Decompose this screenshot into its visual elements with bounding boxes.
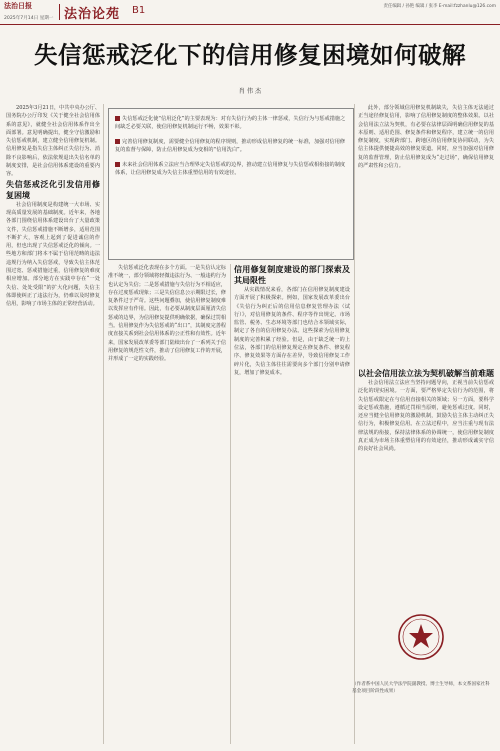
body-paragraph: 失信惩戒泛化表现在多个方面。一是失信认定标准不统一，部分领域将轻微违法行为、一般违约行为也认定为失信；二是惩戒措施与失信行为不相适应，存在过度惩戒现象；三是失信信息公示期限过长，修复条件过于严苛。这些问题叠加，使信用修复制度难以发挥应有作用。因此，有必要从制度层面厘清失信惩戒的边界，为信用修复提供明确依据，确保过罚相当。信用修复作为失信惩戒的“出口”，其制度完善程度直接关系到社会信用体系的公正性和有效性。近年来，国家发展改革委等部门陆续出台了一系列关于信用修复的规范性文件，推动了信用修复工作的开展，并形成了一定的实践经验。 xyxy=(108,265,226,363)
column-2 xyxy=(108,264,226,744)
summary-box xyxy=(108,108,354,260)
author-note: （作者系中国人民大学法学院副教授、博士生导师，本文系国家社科基金项目阶段性成果） xyxy=(352,682,490,695)
subheading-3: 以社会信用法立法为契机破解当前难题 xyxy=(358,369,494,378)
article-headline: 失信惩戒泛化下的信用修复困境如何破解 xyxy=(34,41,466,69)
square-bullet-icon xyxy=(115,116,120,121)
lead-paragraph: 2025年3月21日，中共中央办公厅、国务院办公厅印发《关于健全社会信用体系的意见》，就健全社会信用体系作出全面部署。意见明确提出，健全守信激励和失信惩戒机制，建立健全信用修复机制。信用修复是指失信主体纠正失信行为、消除不良影响后，依法依规退出失信名单的制度安排，是社会信用体系建设的重要内容。 xyxy=(6,105,100,178)
summary-item: 未来社会信用体系立法应当合理界定失信惩戒的边界，推动建立信用修复与失信惩戒相衔接的制度体系，让信用修复成为失信主体重塑信用的有效途径。 xyxy=(115,161,346,177)
body-paragraph: 社会信用法立法应当坚持问题导向，正视当前失信惩戒泛化的现实困境。一方面，要严格界定失信行为的范围，将失信惩戒限定在与信用直接相关的领域；另一方面，要科学设定惩戒措施，遵循过罚相当原则，避免惩戒过度。同时，还应当健全信用修复的激励机制，鼓励失信主体主动纠正失信行为，积极修复信用。在立法过程中，应当注重与现有法律法规的衔接，保持法律体系的协调统一，使信用修复制度真正成为市场主体重塑信用的有效途径，推动形成诚实守信的良好社会风尚。 xyxy=(358,380,494,453)
column-4 xyxy=(358,104,494,364)
article-author: 肖 伟 杰 xyxy=(238,88,262,95)
column-divider xyxy=(103,104,104,744)
editor-info: 责任编辑 / 孙艳 编辑 / 张李 E-mail:fzzhanlu@126.com xyxy=(383,4,496,9)
summary-item: 失信惩戒泛化使“信用泛化”的主要表现为：对有失信行为的主体一律惩戒，失信行为与惩戒措施之间缺乏必要关联，使信用修复机制运行不畅，效果不彰。 xyxy=(115,116,346,131)
column-5 xyxy=(358,368,494,608)
section-title: 法治论苑 xyxy=(64,7,121,22)
page-code: B1 xyxy=(132,5,146,16)
subheading-2: 信用修复制度建设的部门探索及其局限性 xyxy=(234,265,350,285)
masthead-divider xyxy=(59,4,60,20)
column-1 xyxy=(6,104,100,744)
body-paragraph: 从实践情况来看，各部门在信用修复制度建设方面开展了积极探索。例如，国家发展改革委出台《失信行为纠正后的信用信息修复管理办法（试行）》，对信用修复的条件、程序等作出规定。市场监管、税务、生态环境等部门也结合本领域实际，制定了各自的信用修复办法。这些探索为信用修复制度的完善积累了经验。但是，由于缺乏统一的上位法，各部门的信用修复规定在修复条件、修复程序、修复效果等方面存在差异，导致信用修复工作碎片化，失信主体往往需要向多个部门分别申请修复，增加了修复成本。 xyxy=(234,287,350,376)
column-3 xyxy=(234,264,350,744)
subheading-1: 失信惩戒泛化引发信用修复困境 xyxy=(6,179,100,200)
square-bullet-icon xyxy=(115,162,120,167)
summary-item: 完善信用修复制度，需要健全信用修复的程序规则，推动形成信用修复的统一标准，加强对信用修复的监督与保障，防止信用修复成为变相的“信用洗白”。 xyxy=(115,138,346,154)
body-paragraph: 此外，部分领域信用修复机制缺失，失信主体无法通过正当途径修复信用，影响了信用修复制度的整体效果。以社会信用法立法为契机，有必要在法律层面明确信用修复的基本原则、适用范围、修复条件和修复程序，建立统一的信用修复制度，实现跨部门、跨地区的信用修复协同联动，为失信主体提供便捷高效的修复渠道。同时，应当加强对信用修复的监督管理，防止信用修复成为“走过场”，确保信用修复的严肃性和公信力。 xyxy=(358,105,494,170)
issue-date: 2025年7月14日 星期一 xyxy=(4,16,54,21)
body-paragraph: 社会信用制度是构建统一大市场、实现高质量发展的基础制度。近年来，各地各部门围绕信用体系建设出台了大量政策文件，失信惩戒措施不断增多，适用范围不断扩大，客观上起到了促进诚信的作用，但也出现了失信惩戒泛化的倾向。一些地方和部门将本不属于信用范畴的违法违规行为纳入失信惩戒，导致失信主体范围过宽、惩戒措施过重，信用修复的难度相应增加。部分地方在实践中存在“一处失信、处处受限”的扩大化问题，失信主体即使纠正了违法行为，仍难以及时修复信用，影响了市场主体的正常经营活动。 xyxy=(6,201,100,308)
masthead xyxy=(0,0,500,25)
newspaper-logo: 法治日报 xyxy=(4,2,32,10)
column-divider xyxy=(230,264,231,744)
square-bullet-icon xyxy=(115,139,120,144)
seal-icon xyxy=(396,612,446,662)
column-divider xyxy=(354,104,355,744)
